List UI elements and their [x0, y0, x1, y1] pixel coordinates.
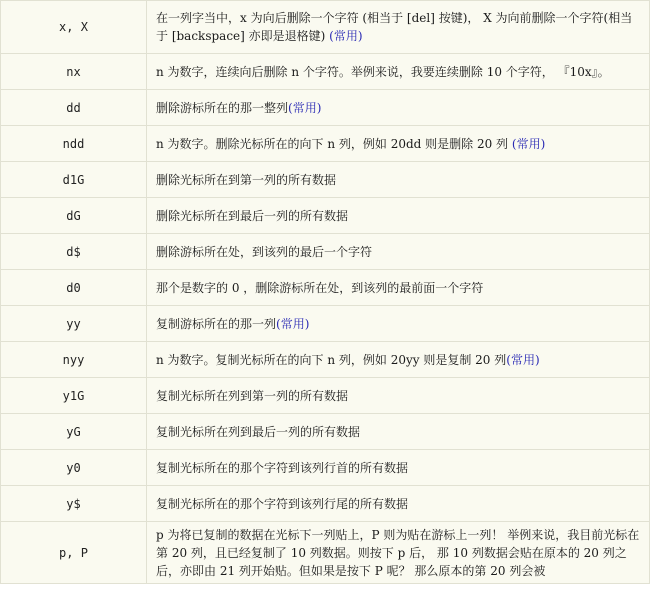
- description-cell: [147, 126, 650, 162]
- table-row: [1, 342, 650, 378]
- table-row: [1, 486, 650, 522]
- command-cell: d1G: [1, 162, 147, 198]
- command-cell: d$: [1, 234, 147, 270]
- description-cell: [147, 522, 650, 584]
- command-cell: d0: [1, 270, 147, 306]
- command-cell: dG: [1, 198, 147, 234]
- description-text: 删除游标所在处，到该列的最后一个字符: [156, 244, 373, 259]
- common-tag: (常用): [276, 316, 310, 331]
- description-text: 删除光标所在到最后一列的所有数据: [156, 208, 349, 223]
- description-text: n 为数字。删除光标所在的向下 n 列，例如 20dd 则是删除 20 列: [156, 136, 512, 151]
- common-tag: (常用): [511, 136, 546, 151]
- table-row: [1, 1, 650, 54]
- command-cell: nx: [1, 54, 147, 90]
- description-cell: [147, 342, 650, 378]
- description-cell: [147, 450, 650, 486]
- description-text: 复制光标所在列到第一列的所有数据: [156, 388, 349, 403]
- description-text: 在一列字当中，x 为向后删除一个字符 (相当于 [del] 按键)， X 为向前删除一个字符(相当于 [backspace] 亦即是退格键): [156, 11, 633, 43]
- description-text: n 为数字，连续向后删除 n 个字符。举例来说，我要连续删除 10 个字符， 『10x』。: [156, 64, 610, 79]
- command-cell: p, P: [1, 522, 147, 584]
- description-text: 复制光标所在的那个字符到该列行首的所有数据: [156, 460, 409, 475]
- table-row: [1, 54, 650, 90]
- description-text: n 为数字。复制光标所在的向下 n 列，例如 20yy 则是复制 20 列: [156, 352, 507, 367]
- table-row: [1, 522, 650, 584]
- description-cell: [147, 270, 650, 306]
- command-cell: y0: [1, 450, 147, 486]
- description-cell: [147, 378, 650, 414]
- command-cell: x, X: [1, 1, 147, 54]
- description-cell: [147, 234, 650, 270]
- table-row: [1, 378, 650, 414]
- common-tag: (常用): [329, 29, 363, 43]
- table-row: [1, 270, 650, 306]
- description-text: 删除游标所在的那一整列: [156, 100, 289, 115]
- description-cell: [147, 54, 650, 90]
- description-cell: [147, 486, 650, 522]
- command-cell: dd: [1, 90, 147, 126]
- table-row: [1, 126, 650, 162]
- description-text: 复制游标所在的那一列: [156, 316, 277, 331]
- table-row: [1, 90, 650, 126]
- table-row: [1, 162, 650, 198]
- table-row: [1, 450, 650, 486]
- description-text: 复制光标所在列到最后一列的所有数据: [156, 424, 361, 439]
- table-row: [1, 234, 650, 270]
- command-cell: y1G: [1, 378, 147, 414]
- common-tag: (常用): [506, 352, 540, 367]
- description-text: 复制光标所在的那个字符到该列行尾的所有数据: [156, 496, 409, 511]
- command-cell: y$: [1, 486, 147, 522]
- common-tag: (常用): [288, 100, 322, 115]
- command-cell: yy: [1, 306, 147, 342]
- description-cell: [147, 1, 650, 54]
- command-cell: nyy: [1, 342, 147, 378]
- description-cell: [147, 90, 650, 126]
- table-row: [1, 198, 650, 234]
- command-cell: yG: [1, 414, 147, 450]
- description-cell: [147, 414, 650, 450]
- command-cell: ndd: [1, 126, 147, 162]
- table-row: [1, 306, 650, 342]
- description-cell: [147, 198, 650, 234]
- description-text: 那个是数字的 0 ，删除游标所在处，到该列的最前面一个字符: [156, 280, 484, 295]
- table-row: [1, 414, 650, 450]
- description-cell: [147, 162, 650, 198]
- description-text: 删除光标所在到第一列的所有数据: [156, 172, 337, 187]
- description-cell: [147, 306, 650, 342]
- description-text: p 为将已复制的数据在光标下一列贴上，P 则为贴在游标上一列！ 举例来说，我目前光标在第 20 列，且已经复制了 10 列数据。则按下 p 后， 那 10 列数据会贴在原本的 20 列之后，亦即由 21 列开始贴。但如果是按下 P 呢？ 那么原本的第 20 列会被: [156, 527, 640, 578]
